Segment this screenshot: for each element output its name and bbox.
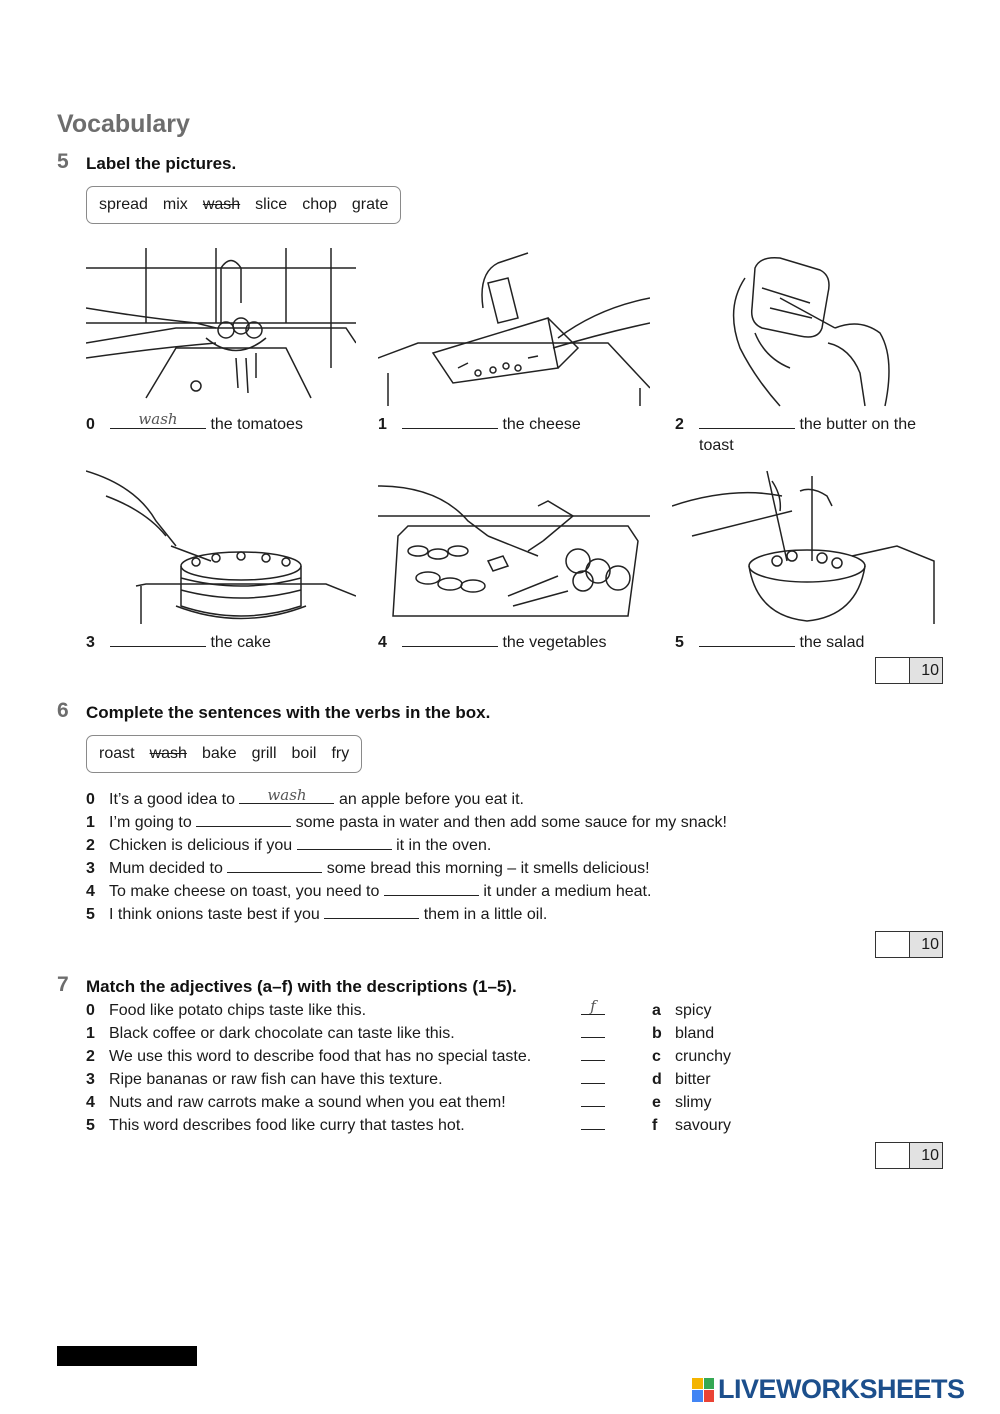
section-title: Vocabulary	[57, 110, 190, 138]
caption-text: the tomatoes	[210, 416, 303, 433]
adjective-f	[652, 1114, 731, 1137]
sentence-before: I’m going to	[109, 814, 192, 831]
item-number: 0	[86, 416, 95, 433]
description-5	[86, 1114, 531, 1137]
exercise-5-number: 5	[57, 150, 69, 173]
caption-text: the salad	[799, 634, 865, 651]
description-text: Food like potato chips taste like this.	[109, 1002, 367, 1019]
answer-blank[interactable]	[239, 786, 334, 804]
picture-caption-0	[86, 410, 303, 435]
score-input[interactable]	[876, 1143, 910, 1168]
item-number: 2	[675, 416, 684, 433]
item-number: 0	[86, 1002, 95, 1019]
word: boil	[291, 745, 317, 762]
description-2	[86, 1045, 531, 1068]
picture-caption-5	[675, 632, 864, 653]
caption-text: the cheese	[502, 416, 581, 433]
adjective-d	[652, 1068, 731, 1091]
adjective-letter: b	[652, 1025, 662, 1042]
answer-blank[interactable]	[384, 882, 479, 896]
exercise-6-sentences	[86, 788, 727, 926]
score-input[interactable]	[876, 932, 910, 957]
sentence-before: To make cheese on toast, you need to	[109, 883, 380, 900]
word: grill	[251, 745, 277, 762]
exercise-7-adjectives	[652, 999, 731, 1137]
answer-blank[interactable]	[196, 813, 291, 827]
sentence-3	[86, 857, 727, 880]
caption-text: the butter on the	[799, 416, 916, 433]
picture-caption-2	[675, 414, 945, 456]
exercise-6-instruction: Complete the sentences with the verbs in the box.	[86, 703, 491, 722]
item-number: 2	[86, 1048, 95, 1065]
picture-caption-3	[86, 632, 271, 653]
description-text: Black coffee or dark chocolate can taste like this.	[109, 1025, 455, 1042]
sentence-after: it under a medium heat.	[483, 883, 652, 900]
answer-text: wash	[138, 410, 178, 428]
exercise-6-score-box	[875, 931, 943, 958]
adjective-word: bland	[675, 1025, 715, 1042]
adjective-letter: c	[652, 1048, 661, 1065]
item-number: 1	[86, 814, 95, 831]
item-number: 5	[86, 1117, 95, 1134]
answer-blank-5[interactable]	[699, 633, 795, 647]
exercise-7-number: 7	[57, 973, 69, 996]
caption-text: the vegetables	[502, 634, 607, 651]
adjective-e	[652, 1091, 731, 1114]
item-number: 1	[86, 1025, 95, 1042]
score-total: 10	[910, 932, 942, 957]
adjective-b	[652, 1022, 731, 1045]
sentence-after: them in a little oil.	[423, 906, 548, 923]
exercise-7-score-box	[875, 1142, 943, 1169]
score-total: 10	[910, 1143, 942, 1168]
adjective-c	[652, 1045, 731, 1068]
picture-caption-1	[378, 414, 581, 435]
answer-blank[interactable]	[324, 905, 419, 919]
sentence-after: it in the oven.	[396, 837, 492, 854]
word: slice	[255, 196, 288, 213]
exercise-7-instruction: Match the adjectives (a–f) with the descriptions (1–5).	[86, 977, 517, 996]
answer-blank[interactable]	[297, 836, 392, 850]
answer-blank-1[interactable]	[402, 415, 498, 429]
adjective-word: slimy	[675, 1094, 712, 1111]
item-number: 5	[675, 634, 684, 651]
exercise-5-word-box	[86, 186, 401, 224]
answer-blank[interactable]	[227, 859, 322, 873]
score-input[interactable]	[876, 658, 910, 683]
caption-text: the cake	[210, 634, 271, 651]
item-number: 4	[86, 883, 95, 900]
description-3	[86, 1068, 531, 1091]
match-blank-5[interactable]	[581, 1116, 605, 1130]
exercise-7-answer-blanks	[581, 999, 605, 1137]
liveworksheets-logo[interactable]	[692, 1374, 965, 1405]
adjective-letter: d	[652, 1071, 662, 1088]
caption-text-continued: toast	[699, 437, 734, 454]
adjective-word: spicy	[675, 1002, 712, 1019]
item-number: 5	[86, 906, 95, 923]
match-blank-4[interactable]	[581, 1093, 605, 1107]
answer-blank-4[interactable]	[402, 633, 498, 647]
word-struck: wash	[149, 745, 187, 762]
item-number: 1	[378, 416, 387, 433]
footer-bar	[57, 1346, 197, 1366]
adjective-letter: a	[652, 1002, 661, 1019]
sentence-after: an apple before you eat it.	[338, 791, 524, 808]
description-4	[86, 1091, 531, 1114]
word: bake	[201, 745, 237, 762]
description-0	[86, 999, 531, 1022]
mix-salad-illustration	[672, 466, 944, 626]
exercise-5-score-box	[875, 657, 943, 684]
logo-icon	[692, 1378, 714, 1402]
spread-butter-illustration	[700, 248, 920, 408]
word: chop	[302, 196, 337, 213]
sentence-0	[86, 788, 727, 811]
item-number: 3	[86, 634, 95, 651]
match-blank-1[interactable]	[581, 1024, 605, 1038]
item-number: 3	[86, 1071, 95, 1088]
word: roast	[99, 745, 135, 762]
word-struck: wash	[202, 196, 241, 213]
answer-blank-2[interactable]	[699, 415, 795, 429]
adjective-word: bitter	[675, 1071, 711, 1088]
sentence-before: It’s a good idea to	[109, 791, 236, 808]
description-text: Nuts and raw carrots make a sound when you eat them!	[109, 1094, 506, 1111]
exercise-6-number: 6	[57, 699, 69, 722]
answer-blank-0[interactable]	[110, 410, 206, 429]
score-total: 10	[910, 658, 942, 683]
description-text: We use this word to describe food that has no special taste.	[109, 1048, 532, 1065]
sentence-4	[86, 880, 727, 903]
description-text: Ripe bananas or raw fish can have this texture.	[109, 1071, 443, 1088]
adjective-a	[652, 999, 731, 1022]
match-blank-2[interactable]	[581, 1047, 605, 1061]
exercise-6-word-box	[86, 735, 362, 773]
sentence-after: some bread this morning – it smells delicious!	[326, 860, 650, 877]
adjective-letter: f	[652, 1117, 658, 1134]
item-number: 4	[378, 634, 387, 651]
word: fry	[331, 745, 350, 762]
adjective-word: savoury	[675, 1117, 732, 1134]
word: grate	[351, 196, 389, 213]
match-blank-3[interactable]	[581, 1070, 605, 1084]
item-number: 3	[86, 860, 95, 877]
exercise-7-descriptions	[86, 999, 531, 1137]
chop-vegetables-illustration	[378, 466, 650, 626]
item-number: 0	[86, 791, 95, 808]
answer-blank-3[interactable]	[110, 633, 206, 647]
item-number: 4	[86, 1094, 95, 1111]
grate-cheese-illustration	[378, 248, 650, 408]
match-blank-0[interactable]	[581, 997, 605, 1015]
sentence-after: some pasta in water and then add some sauce for my snack!	[295, 814, 727, 831]
sentence-2	[86, 834, 727, 857]
sentence-5	[86, 903, 727, 926]
picture-caption-4	[378, 632, 607, 653]
exercise-5-instruction: Label the pictures.	[86, 154, 237, 173]
sentence-before: Chicken is delicious if you	[109, 837, 293, 854]
sentence-1	[86, 811, 727, 834]
slice-cake-illustration	[86, 466, 356, 626]
description-1	[86, 1022, 531, 1045]
word: spread	[99, 196, 148, 213]
sentence-before: Mum decided to	[109, 860, 223, 877]
description-text: This word describes food like curry that tastes hot.	[109, 1117, 465, 1134]
answer-text: wash	[267, 786, 307, 804]
adjective-letter: e	[652, 1094, 661, 1111]
logo-text: LIVEWORKSHEETS	[718, 1374, 965, 1404]
wash-tomatoes-illustration	[86, 248, 356, 408]
answer-text: f	[590, 997, 596, 1015]
adjective-word: crunchy	[675, 1048, 732, 1065]
word: mix	[162, 196, 188, 213]
sentence-before: I think onions taste best if you	[109, 906, 320, 923]
item-number: 2	[86, 837, 95, 854]
